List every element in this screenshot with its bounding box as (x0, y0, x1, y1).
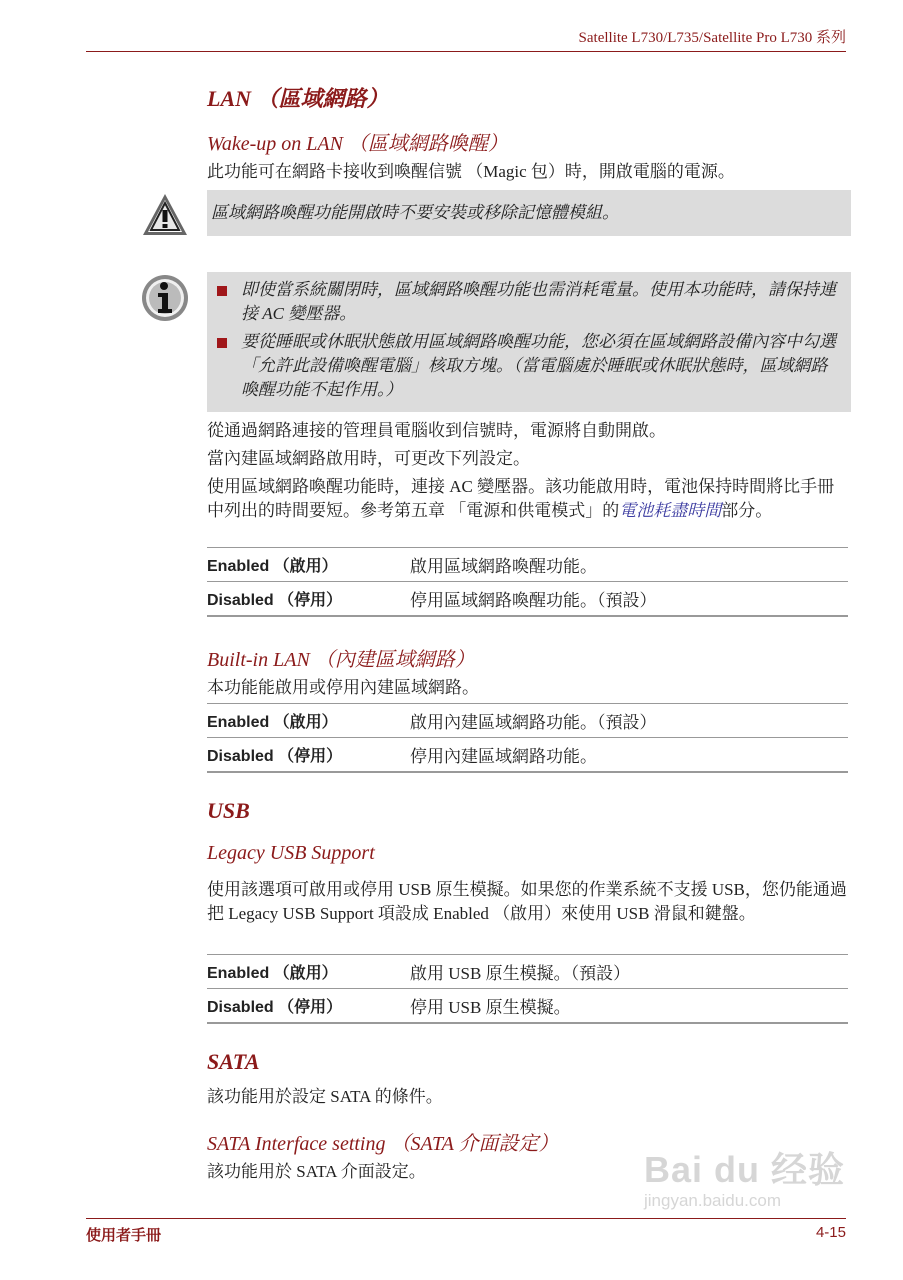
footer-page-number: 4-15 (815, 1224, 846, 1241)
info-note-item (213, 278, 841, 326)
footer-divider (86, 1218, 846, 1219)
header-divider (86, 51, 846, 52)
battery-life-link[interactable]: 電池耗盡時間 (619, 501, 722, 520)
table-row (207, 738, 848, 773)
legacy-usb-description: 使用該選項可啟用或停用 USB 原生模擬。如果您的作業系統不支援 USB，您仍能通過把 Legacy USB Support 項設成 Enabled （啟用）來使用 USB 滑鼠和鍵盤。 (207, 880, 847, 923)
table-row (207, 548, 848, 582)
footer-manual-title: 使用者手冊 (86, 1227, 162, 1244)
sata-description: 該功能用於設定 SATA 的條件。 (207, 1087, 443, 1106)
option-value: 啟用內建區域網路功能。（預設） (410, 704, 848, 738)
sata-interface-heading: SATA Interface setting （SATA 介面設定） (207, 1133, 559, 1155)
info-i-icon (140, 273, 190, 323)
option-key: Enabled （啟用） (207, 704, 410, 738)
legacy-usb-heading: Legacy USB Support (207, 842, 375, 864)
wol-para-1: 從通過網路連接的管理員電腦收到信號時，電源將自動開啟。 (207, 421, 666, 440)
info-note-list (207, 272, 851, 412)
wol-para-3-text: 使用區域網路喚醒功能時，連接 AC 變壓器。該功能啟用時，電池保持時間將比手冊中列出的時間要短。參考第五章 「電源和供電模式」的 (207, 477, 835, 520)
wol-para-3 (207, 475, 847, 523)
legacy-usb-options-table (207, 954, 848, 1024)
option-value: 停用內建區域網路功能。 (410, 738, 848, 773)
warning-text: 區域網路喚醒功能開啟時不要安裝或移除記憶體模組。 (211, 203, 619, 222)
watermark-url: jingyan.baidu.com (643, 1191, 782, 1210)
bullet-square-icon (217, 338, 227, 348)
info-note-box (207, 272, 851, 412)
builtin-lan-description: 本功能能啟用或停用內建區域網路。 (207, 678, 479, 697)
info-note-item (213, 330, 841, 402)
baidu-watermark (644, 1142, 845, 1211)
wol-heading: Wake-up on LAN （區域網路喚醒） (207, 133, 508, 155)
info-note-text: 即使當系統關閉時，區域網路喚醒功能也需消耗電量。使用本功能時，請保持連接 AC 變壓器。 (241, 280, 836, 323)
option-value: 停用 USB 原生模擬。 (410, 989, 848, 1024)
wol-options-table (207, 547, 848, 617)
info-note-text: 要從睡眠或休眠狀態啟用區域網路喚醒功能，您必須在區域網路設備內容中勾選 「允許此設備喚醒電腦」核取方塊。（當電腦處於睡眠或休眠狀態時，區域網路喚醒功能不起作用。） (241, 332, 836, 399)
table-row (207, 582, 848, 617)
option-value: 啟用 USB 原生模擬。（預設） (410, 955, 848, 989)
option-key: Disabled （停用） (207, 582, 410, 617)
watermark-brand: Bai du 经验 (643, 1149, 845, 1190)
option-key: Disabled （停用） (207, 738, 410, 773)
table-row (207, 704, 848, 738)
option-key: Disabled （停用） (207, 989, 410, 1024)
usb-heading: USB (207, 798, 250, 823)
table-row (207, 955, 848, 989)
table-row (207, 989, 848, 1024)
builtin-lan-options-table (207, 703, 848, 773)
wol-para-3-tail: 部分。 (721, 501, 773, 520)
builtin-lan-heading: Built-in LAN （內建區域網路） (207, 649, 475, 671)
lan-heading: LAN （區域網路） (207, 86, 389, 111)
warning-triangle-icon (140, 191, 190, 241)
running-header-title: Satellite L730/L735/Satellite Pro L730 系列 (578, 30, 846, 46)
option-key: Enabled （啟用） (207, 955, 410, 989)
warning-note-box (207, 190, 851, 236)
sata-heading: SATA (207, 1049, 260, 1074)
wol-para-2: 當內建區域網路啟用時，可更改下列設定。 (207, 449, 530, 468)
sata-interface-description: 該功能用於 SATA 介面設定。 (207, 1162, 426, 1181)
option-value: 啟用區域網路喚醒功能。 (410, 548, 848, 582)
option-key: Enabled （啟用） (207, 548, 410, 582)
option-value: 停用區域網路喚醒功能。（預設） (410, 582, 848, 617)
bullet-square-icon (217, 286, 227, 296)
wol-description: 此功能可在網路卡接收到喚醒信號 （Magic 包）時，開啟電腦的電源。 (207, 162, 735, 181)
